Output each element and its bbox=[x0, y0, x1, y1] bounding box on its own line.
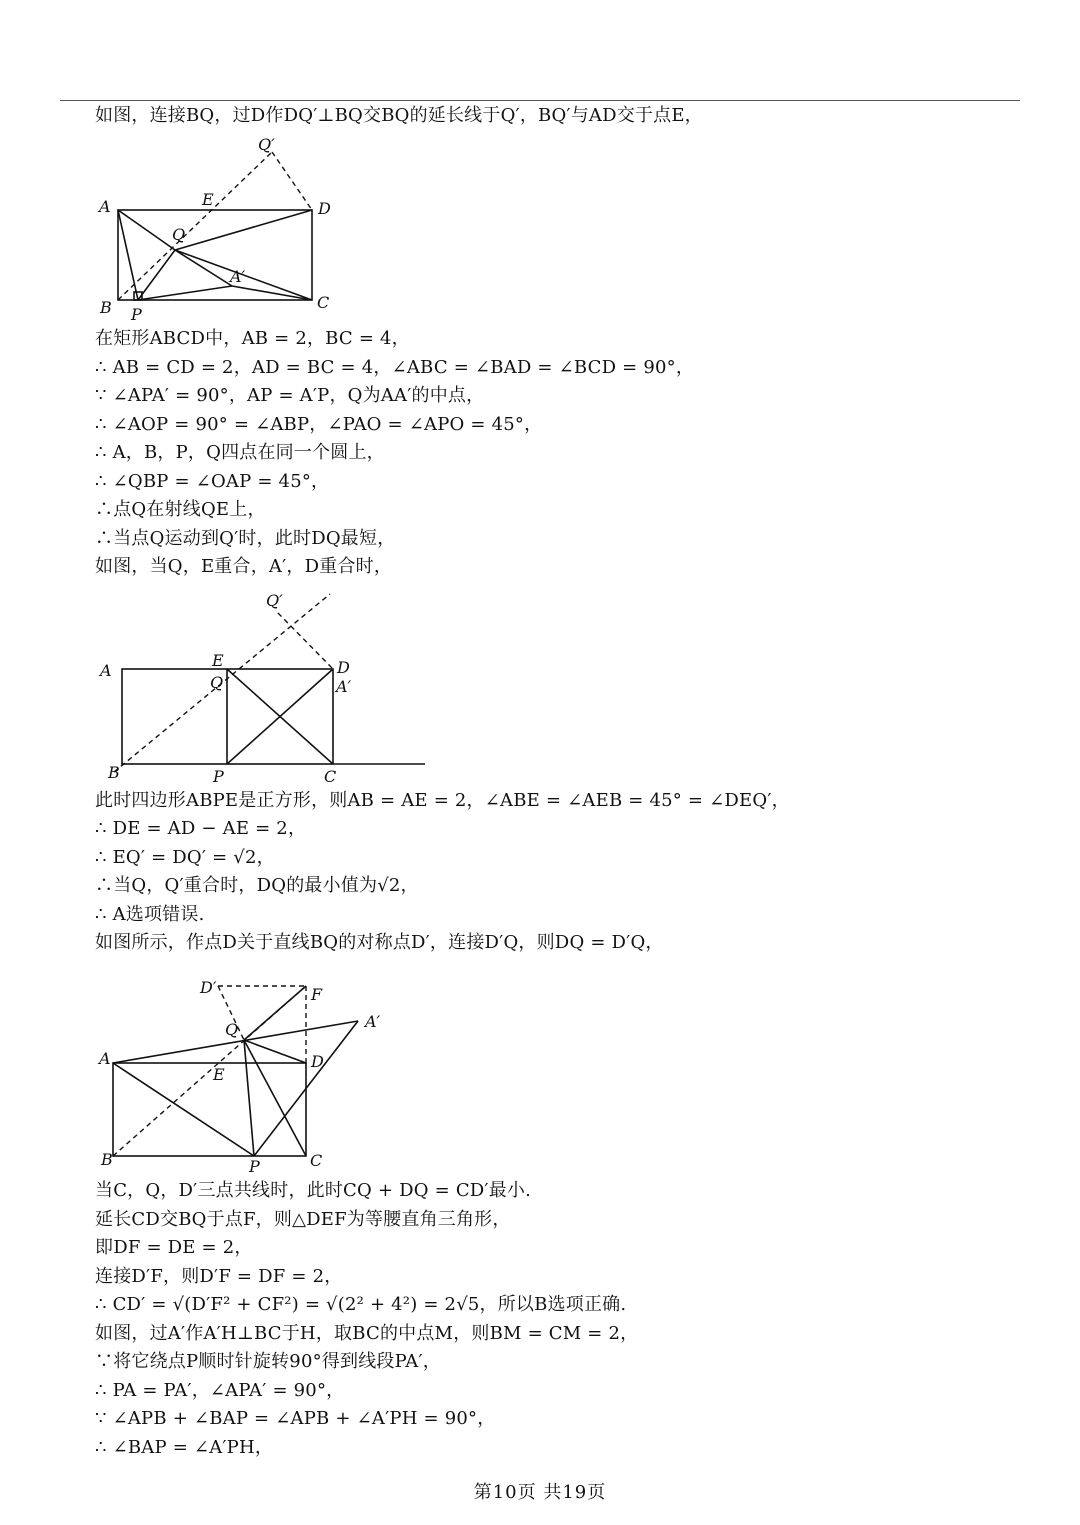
text-line-3: ∴ AB = CD = 2，AD = BC = 4，∠ABC = ∠BAD = ∠BCD = 90°， bbox=[95, 357, 695, 378]
fig3-segment-qc bbox=[244, 1040, 306, 1156]
fig3-dashed-bf bbox=[113, 986, 306, 1156]
fig1-segment-aq bbox=[118, 210, 175, 250]
fig3-label-f: F bbox=[311, 985, 323, 1004]
fig2-diagonal-dp bbox=[227, 669, 333, 764]
fig2-label-p: P bbox=[213, 767, 224, 786]
text-line-1: 如图，连接BQ，过D作DQ′⊥BQ交BQ的延长线于Q′，BQ′与AD交于点E， bbox=[95, 105, 703, 126]
fig1-label-a: A bbox=[99, 197, 111, 216]
fig2-dashed-bq2 bbox=[114, 594, 330, 772]
fig1-label-a-prime: A′ bbox=[230, 267, 246, 286]
fig1-dashed-bq2 bbox=[118, 152, 272, 300]
fig3-label-b: B bbox=[101, 1150, 113, 1169]
fig3-label-e: E bbox=[213, 1065, 225, 1084]
fig1-label-d: D bbox=[318, 199, 331, 218]
fig3-label-c: C bbox=[310, 1151, 323, 1170]
fig3-label-q: Q bbox=[225, 1020, 239, 1039]
fig1-segment-qc bbox=[175, 250, 312, 300]
fig3-label-d: D bbox=[311, 1052, 324, 1071]
fig3-label-a-prime: A′ bbox=[365, 1012, 381, 1031]
fig1-segment-qa2 bbox=[175, 250, 232, 286]
fig3-segment-ap bbox=[113, 1063, 254, 1156]
fig2-diagonal-ec bbox=[227, 669, 333, 764]
text-line-11: 此时四边形ABPE是正方形，则AB = AE = 2，∠ABE = ∠AEB = 45° = ∠DEQ′， bbox=[95, 790, 790, 811]
fig2-dashed-q2d bbox=[278, 613, 333, 669]
fig1-right-angle-mark bbox=[134, 292, 142, 300]
fig1-segment-qd bbox=[175, 210, 312, 250]
fig1-label-q: Q bbox=[172, 225, 186, 244]
text-line-25: ∵ ∠APB + ∠BAP = ∠APB + ∠A′PH = 90°， bbox=[95, 1408, 496, 1429]
fig1-segment-ap bbox=[118, 210, 138, 300]
text-line-5: ∴ ∠AOP = 90° = ∠ABP，∠PAO = ∠APO = 45°， bbox=[95, 414, 543, 435]
text-line-26: ∴ ∠BAP = ∠A′PH， bbox=[95, 1437, 274, 1458]
fig2-label-b: B bbox=[108, 763, 120, 782]
fig3-label-p: P bbox=[249, 1157, 260, 1176]
text-line-22: 如图，过A′作A′H⊥BC于H，取BC的中点M，则BM = CM = 2， bbox=[95, 1323, 639, 1344]
fig2-label-q: Q bbox=[210, 673, 224, 692]
fig3-segment-a2p bbox=[254, 1021, 358, 1156]
text-line-4: ∵ ∠APA′ = 90°，AP = A′P，Q为AA′的中点， bbox=[95, 385, 485, 406]
text-line-23: ∵将它绕点P顺时针旋转90°得到线段PA′， bbox=[95, 1351, 441, 1372]
fig1-label-b: B bbox=[100, 298, 112, 317]
fig1-dashed-q2d bbox=[272, 152, 312, 210]
fig2-label-e: E bbox=[212, 651, 224, 670]
fig3-label-d-prime: D′ bbox=[200, 978, 217, 997]
text-line-8: ∴点Q在射线QE上， bbox=[95, 499, 266, 520]
text-line-16: 如图所示，作点D关于直线BQ的对称点D′，连接D′Q，则DQ = D′Q， bbox=[95, 932, 664, 953]
fig1-label-e: E bbox=[202, 190, 214, 209]
fig1-label-q-prime: Q′ bbox=[258, 135, 275, 154]
text-line-14: ∴当Q，Q′重合时，DQ的最小值为√2， bbox=[95, 875, 419, 896]
text-line-13: ∴ EQ′ = DQ′ = √2， bbox=[95, 847, 275, 868]
fig1-segment-pq bbox=[138, 250, 175, 300]
text-line-15: ∴ A选项错误. bbox=[95, 904, 205, 925]
text-line-7: ∴ ∠QBP = ∠OAP = 45°， bbox=[95, 471, 330, 492]
fig3-segment-aa2 bbox=[113, 1021, 358, 1063]
fig2-rectangle-abcd bbox=[122, 669, 333, 764]
text-line-21: ∴ CD′ = √(D′F² + CF²) = √(2² + 4²) = 2√5，所以B选项正确. bbox=[95, 1294, 627, 1315]
fig3-segment-qd bbox=[244, 1040, 306, 1063]
fig2-label-a: A bbox=[100, 661, 112, 680]
text-line-10: 如图，当Q，E重合，A′，D重合时， bbox=[95, 556, 393, 577]
text-line-9: ∴当点Q运动到Q′时，此时DQ最短， bbox=[95, 528, 396, 549]
text-line-20: 连接D′F，则D′F = DF = 2， bbox=[95, 1266, 343, 1287]
fig1-segment-a2c bbox=[232, 286, 312, 300]
fig3-label-a: A bbox=[99, 1049, 111, 1068]
fig1-segment-pa2 bbox=[138, 286, 232, 300]
text-line-24: ∴ PA = PA′，∠APA′ = 90°， bbox=[95, 1380, 345, 1401]
page-footer: 第10页 共19页 bbox=[473, 1482, 607, 1503]
fig3-segment-qf bbox=[244, 986, 306, 1040]
text-line-6: ∴ A，B，P，Q四点在同一个圆上， bbox=[95, 442, 385, 463]
text-line-2: 在矩形ABCD中，AB = 2，BC = 4， bbox=[95, 328, 410, 349]
fig1-label-c: C bbox=[317, 293, 330, 312]
fig1-label-p: P bbox=[131, 305, 142, 324]
text-line-12: ∴ DE = AD − AE = 2， bbox=[95, 818, 307, 839]
fig3-dashed-d2q bbox=[218, 986, 244, 1040]
text-line-18: 延长CD交BQ于点F，则△DEF为等腰直角三角形， bbox=[95, 1209, 511, 1230]
fig2-label-d: D bbox=[337, 658, 350, 677]
fig3-rectangle-abcd bbox=[113, 1063, 306, 1156]
fig2-label-a-prime: A′ bbox=[336, 677, 352, 696]
fig1-rectangle-abcd bbox=[118, 210, 312, 300]
header-rule bbox=[60, 100, 1020, 101]
text-line-19: 即DF = DE = 2， bbox=[95, 1237, 253, 1258]
fig2-label-c: C bbox=[324, 767, 337, 786]
fig2-label-q-prime: Q′ bbox=[266, 591, 283, 610]
text-line-17: 当C，Q，D′三点共线时，此时CQ + DQ = CD′最小. bbox=[95, 1180, 532, 1201]
fig3-segment-qp bbox=[244, 1040, 254, 1156]
